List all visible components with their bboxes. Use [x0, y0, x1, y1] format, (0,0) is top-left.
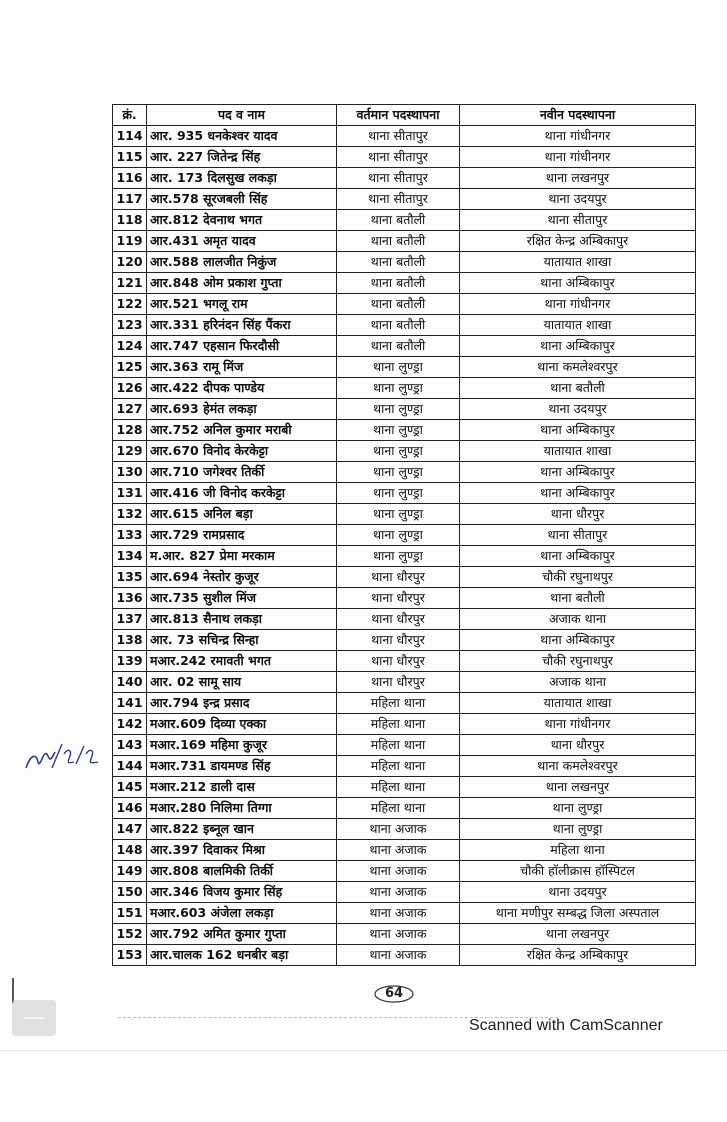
name-cell: आर.752 अनिल कुमार मराबी [147, 420, 337, 441]
serial-cell: 150 [113, 882, 147, 903]
new-posting-cell: रक्षित केन्द्र अम्बिकापुर [460, 231, 696, 252]
name-cell: आर.735 सुशील मिंज [147, 588, 337, 609]
table-row [113, 399, 696, 420]
name-cell: आर. 227 जितेन्द्र सिंह [147, 147, 337, 168]
table-row [113, 714, 696, 735]
new-posting-cell: थाना गांधीनगर [460, 126, 696, 147]
header-current-posting: वर्तमान पदस्थापना [337, 105, 460, 126]
name-cell: आर.792 अमित कुमार गुप्ता [147, 924, 337, 945]
new-posting-cell: चौकी रघुनाथपुर [460, 651, 696, 672]
table-row [113, 189, 696, 210]
new-posting-cell: चौकी हॉलीक्रास हॉस्पिटल [460, 861, 696, 882]
current-posting-cell: थाना लुण्ड्रा [337, 504, 460, 525]
current-posting-cell: थाना धौरपुर [337, 588, 460, 609]
new-posting-cell: थाना लखनपुर [460, 924, 696, 945]
current-posting-cell: थाना बतौली [337, 336, 460, 357]
current-posting-cell: थाना लुण्ड्रा [337, 525, 460, 546]
serial-cell: 128 [113, 420, 147, 441]
name-cell: मआर.280 निलिमा तिग्गा [147, 798, 337, 819]
new-posting-cell: थाना अम्बिकापुर [460, 630, 696, 651]
new-posting-cell: महिला थाना [460, 840, 696, 861]
table-row [113, 168, 696, 189]
page-number-text: 64 [384, 986, 404, 1001]
table-row [113, 357, 696, 378]
name-cell: आर. 73 सचिन्द्र सिन्हा [147, 630, 337, 651]
name-cell: आर.588 लालजीत निकुंज [147, 252, 337, 273]
current-posting-cell: थाना अजाक [337, 819, 460, 840]
name-cell: आर.808 बालमिकी तिर्की [147, 861, 337, 882]
table-row [113, 252, 696, 273]
name-cell: आर.812 देवनाथ भगत [147, 210, 337, 231]
serial-cell: 123 [113, 315, 147, 336]
serial-cell: 146 [113, 798, 147, 819]
serial-cell: 122 [113, 294, 147, 315]
serial-cell: 129 [113, 441, 147, 462]
table-row [113, 693, 696, 714]
name-cell: आर.693 हेमंत लकड़ा [147, 399, 337, 420]
new-posting-cell: थाना उदयपुर [460, 882, 696, 903]
current-posting-cell: थाना लुण्ड्रा [337, 462, 460, 483]
table-row [113, 231, 696, 252]
table-row [113, 462, 696, 483]
new-posting-cell: थाना गांधीनगर [460, 294, 696, 315]
serial-cell: 142 [113, 714, 147, 735]
new-posting-cell: यातायात शाखा [460, 315, 696, 336]
name-cell: आर.794 इन्द्र प्रसाद [147, 693, 337, 714]
new-posting-cell: थाना कमलेश्वरपुर [460, 756, 696, 777]
new-posting-cell: थाना कमलेश्वरपुर [460, 357, 696, 378]
name-cell: आर.848 ओम प्रकाश गुप्ता [147, 273, 337, 294]
table-row [113, 420, 696, 441]
serial-cell: 114 [113, 126, 147, 147]
serial-cell: 130 [113, 462, 147, 483]
name-cell: मआर.603 अंजेला लकड़ा [147, 903, 337, 924]
name-cell: आर.363 रामू मिंज [147, 357, 337, 378]
name-cell: म.आर. 827 प्रेमा मरकाम [147, 546, 337, 567]
name-cell: आर.694 नेस्तोर कुजूर [147, 567, 337, 588]
serial-cell: 131 [113, 483, 147, 504]
current-posting-cell: थाना बतौली [337, 294, 460, 315]
current-posting-cell: थाना धौरपुर [337, 630, 460, 651]
new-posting-cell: थाना अम्बिकापुर [460, 420, 696, 441]
new-posting-cell: थाना सीतापुर [460, 210, 696, 231]
page-number [372, 984, 416, 1004]
current-posting-cell: महिला थाना [337, 735, 460, 756]
new-posting-cell: यातायात शाखा [460, 693, 696, 714]
current-posting-cell: थाना अजाक [337, 882, 460, 903]
new-posting-cell: थाना धौरपुर [460, 735, 696, 756]
new-posting-cell: चौकी रघुनाथपुर [460, 567, 696, 588]
table-row [113, 273, 696, 294]
new-posting-cell: थाना गांधीनगर [460, 147, 696, 168]
name-cell: आर.431 अमृत यादव [147, 231, 337, 252]
current-posting-cell: थाना बतौली [337, 273, 460, 294]
table-row [113, 840, 696, 861]
current-posting-cell: थाना बतौली [337, 315, 460, 336]
name-cell: आर.747 एहसान फिरदौसी [147, 336, 337, 357]
serial-cell: 126 [113, 378, 147, 399]
new-posting-cell: थाना अम्बिकापुर [460, 546, 696, 567]
name-cell: मआर.212 डाली दास [147, 777, 337, 798]
serial-cell: 140 [113, 672, 147, 693]
new-posting-cell: थाना बतौली [460, 588, 696, 609]
new-posting-cell: थाना गांधीनगर [460, 714, 696, 735]
name-cell: आर.729 रामप्रसाद [147, 525, 337, 546]
new-posting-cell: अजाक थाना [460, 609, 696, 630]
table-row [113, 945, 696, 966]
new-posting-cell: यातायात शाखा [460, 252, 696, 273]
name-cell: आर.416 जी विनोद करकेट्टा [147, 483, 337, 504]
serial-cell: 145 [113, 777, 147, 798]
serial-cell: 133 [113, 525, 147, 546]
table-row [113, 378, 696, 399]
serial-cell: 153 [113, 945, 147, 966]
current-posting-cell: थाना अजाक [337, 903, 460, 924]
serial-cell: 139 [113, 651, 147, 672]
transfer-table [112, 104, 696, 966]
name-cell: आर.615 अनिल बड़ा [147, 504, 337, 525]
name-cell: आर.710 जगेश्वर तिर्की [147, 462, 337, 483]
new-posting-cell: थाना लुण्ड्रा [460, 798, 696, 819]
table-row [113, 147, 696, 168]
name-cell: आर.422 दीपक पाण्डेय [147, 378, 337, 399]
current-posting-cell: थाना सीतापुर [337, 126, 460, 147]
current-posting-cell: थाना लुण्ड्रा [337, 357, 460, 378]
name-cell: आर. 935 धनकेश्वर यादव [147, 126, 337, 147]
current-posting-cell: थाना अजाक [337, 861, 460, 882]
serial-cell: 118 [113, 210, 147, 231]
current-posting-cell: थाना बतौली [337, 210, 460, 231]
table-row [113, 819, 696, 840]
name-cell: आर.578 सूरजबली सिंह [147, 189, 337, 210]
serial-cell: 121 [113, 273, 147, 294]
table-row [113, 315, 696, 336]
serial-cell: 119 [113, 231, 147, 252]
current-posting-cell: थाना बतौली [337, 252, 460, 273]
current-posting-cell: महिला थाना [337, 798, 460, 819]
header-serial: क्रं. [113, 105, 147, 126]
serial-cell: 116 [113, 168, 147, 189]
table-row [113, 546, 696, 567]
new-posting-cell: यातायात शाखा [460, 441, 696, 462]
new-posting-cell: थाना उदयपुर [460, 189, 696, 210]
serial-cell: 138 [113, 630, 147, 651]
serial-cell: 132 [113, 504, 147, 525]
table-row [113, 672, 696, 693]
serial-cell: 152 [113, 924, 147, 945]
serial-cell: 117 [113, 189, 147, 210]
table-row [113, 777, 696, 798]
header-new-posting: नवीन पदस्थापना [460, 105, 696, 126]
current-posting-cell: थाना अजाक [337, 924, 460, 945]
current-posting-cell: थाना लुण्ड्रा [337, 399, 460, 420]
table-row [113, 210, 696, 231]
current-posting-cell: महिला थाना [337, 777, 460, 798]
name-cell: आर.397 दिवाकर मिश्रा [147, 840, 337, 861]
table-row [113, 483, 696, 504]
table-body [113, 126, 696, 966]
table-row [113, 651, 696, 672]
current-posting-cell: महिला थाना [337, 693, 460, 714]
current-posting-cell: थाना लुण्ड्रा [337, 483, 460, 504]
new-posting-cell: थाना बतौली [460, 378, 696, 399]
current-posting-cell: थाना सीतापुर [337, 189, 460, 210]
current-posting-cell: थाना बतौली [337, 231, 460, 252]
name-cell: मआर.609 दिव्या एक्का [147, 714, 337, 735]
serial-cell: 147 [113, 819, 147, 840]
table-row [113, 441, 696, 462]
name-cell: आर.822 इब्नूल खान [147, 819, 337, 840]
new-posting-cell: थाना मणीपुर सम्बद्ध जिला अस्पताल [460, 903, 696, 924]
new-posting-cell: थाना उदयपुर [460, 399, 696, 420]
current-posting-cell: थाना धौरपुर [337, 672, 460, 693]
current-posting-cell: महिला थाना [337, 756, 460, 777]
table-row [113, 126, 696, 147]
serial-cell: 134 [113, 546, 147, 567]
current-posting-cell: थाना अजाक [337, 840, 460, 861]
table-row [113, 609, 696, 630]
current-posting-cell: थाना धौरपुर [337, 567, 460, 588]
serial-cell: 127 [113, 399, 147, 420]
name-cell: आर. 02 सामू साय [147, 672, 337, 693]
serial-cell: 125 [113, 357, 147, 378]
table-row [113, 504, 696, 525]
table-row [113, 924, 696, 945]
new-posting-cell: थाना धौरपुर [460, 504, 696, 525]
name-cell: आर.चालक 162 धनबीर बड़ा [147, 945, 337, 966]
table-row [113, 798, 696, 819]
new-posting-cell: थाना अम्बिकापुर [460, 336, 696, 357]
table-row [113, 756, 696, 777]
current-posting-cell: थाना लुण्ड्रा [337, 420, 460, 441]
handwritten-signature [22, 738, 104, 778]
table-row [113, 294, 696, 315]
table-row [113, 630, 696, 651]
serial-cell: 120 [113, 252, 147, 273]
header-name: पद व नाम [147, 105, 337, 126]
current-posting-cell: महिला थाना [337, 714, 460, 735]
serial-cell: 115 [113, 147, 147, 168]
new-posting-cell: थाना लुण्ड्रा [460, 819, 696, 840]
name-cell: आर.813 सैनाथ लकड़ा [147, 609, 337, 630]
name-cell: मआर.169 महिमा कुजूर [147, 735, 337, 756]
new-posting-cell: थाना अम्बिकापुर [460, 273, 696, 294]
table-row [113, 882, 696, 903]
table-row [113, 525, 696, 546]
table-row [113, 336, 696, 357]
camscanner-watermark: Scanned with CamScanner [469, 1017, 663, 1034]
serial-cell: 143 [113, 735, 147, 756]
table-row [113, 567, 696, 588]
serial-cell: 137 [113, 609, 147, 630]
serial-cell: 149 [113, 861, 147, 882]
viewer-background [0, 1050, 727, 1122]
serial-cell: 141 [113, 693, 147, 714]
new-posting-cell: थाना सीतापुर [460, 525, 696, 546]
current-posting-cell: थाना सीतापुर [337, 147, 460, 168]
table-row [113, 903, 696, 924]
current-posting-cell: थाना लुण्ड्रा [337, 378, 460, 399]
new-posting-cell: थाना अम्बिकापुर [460, 483, 696, 504]
current-posting-cell: थाना धौरपुर [337, 609, 460, 630]
serial-cell: 148 [113, 840, 147, 861]
current-posting-cell: थाना लुण्ड्रा [337, 546, 460, 567]
new-posting-cell: रक्षित केन्द्र अम्बिकापुर [460, 945, 696, 966]
current-posting-cell: थाना सीतापुर [337, 168, 460, 189]
camscanner-logo-icon [12, 1000, 56, 1036]
table-header-row [113, 105, 696, 126]
serial-cell: 144 [113, 756, 147, 777]
name-cell: मआर.242 रमावती भगत [147, 651, 337, 672]
serial-cell: 136 [113, 588, 147, 609]
new-posting-cell: थाना लखनपुर [460, 168, 696, 189]
new-posting-cell: अजाक थाना [460, 672, 696, 693]
name-cell: आर.670 विनोद केरकेट्टा [147, 441, 337, 462]
serial-cell: 124 [113, 336, 147, 357]
new-posting-cell: थाना अम्बिकापुर [460, 462, 696, 483]
table-row [113, 588, 696, 609]
name-cell: आर.346 विजय कुमार सिंह [147, 882, 337, 903]
name-cell: आर. 173 दिलसुख लकड़ा [147, 168, 337, 189]
name-cell: मआर.731 डायमण्ड सिंह [147, 756, 337, 777]
table-row [113, 861, 696, 882]
current-posting-cell: थाना अजाक [337, 945, 460, 966]
current-posting-cell: थाना लुण्ड्रा [337, 441, 460, 462]
new-posting-cell: थाना लखनपुर [460, 777, 696, 798]
current-posting-cell: थाना धौरपुर [337, 651, 460, 672]
serial-cell: 151 [113, 903, 147, 924]
serial-cell: 135 [113, 567, 147, 588]
table-row [113, 735, 696, 756]
name-cell: आर.331 हरिनंदन सिंह पैंकरा [147, 315, 337, 336]
name-cell: आर.521 भगलू राम [147, 294, 337, 315]
